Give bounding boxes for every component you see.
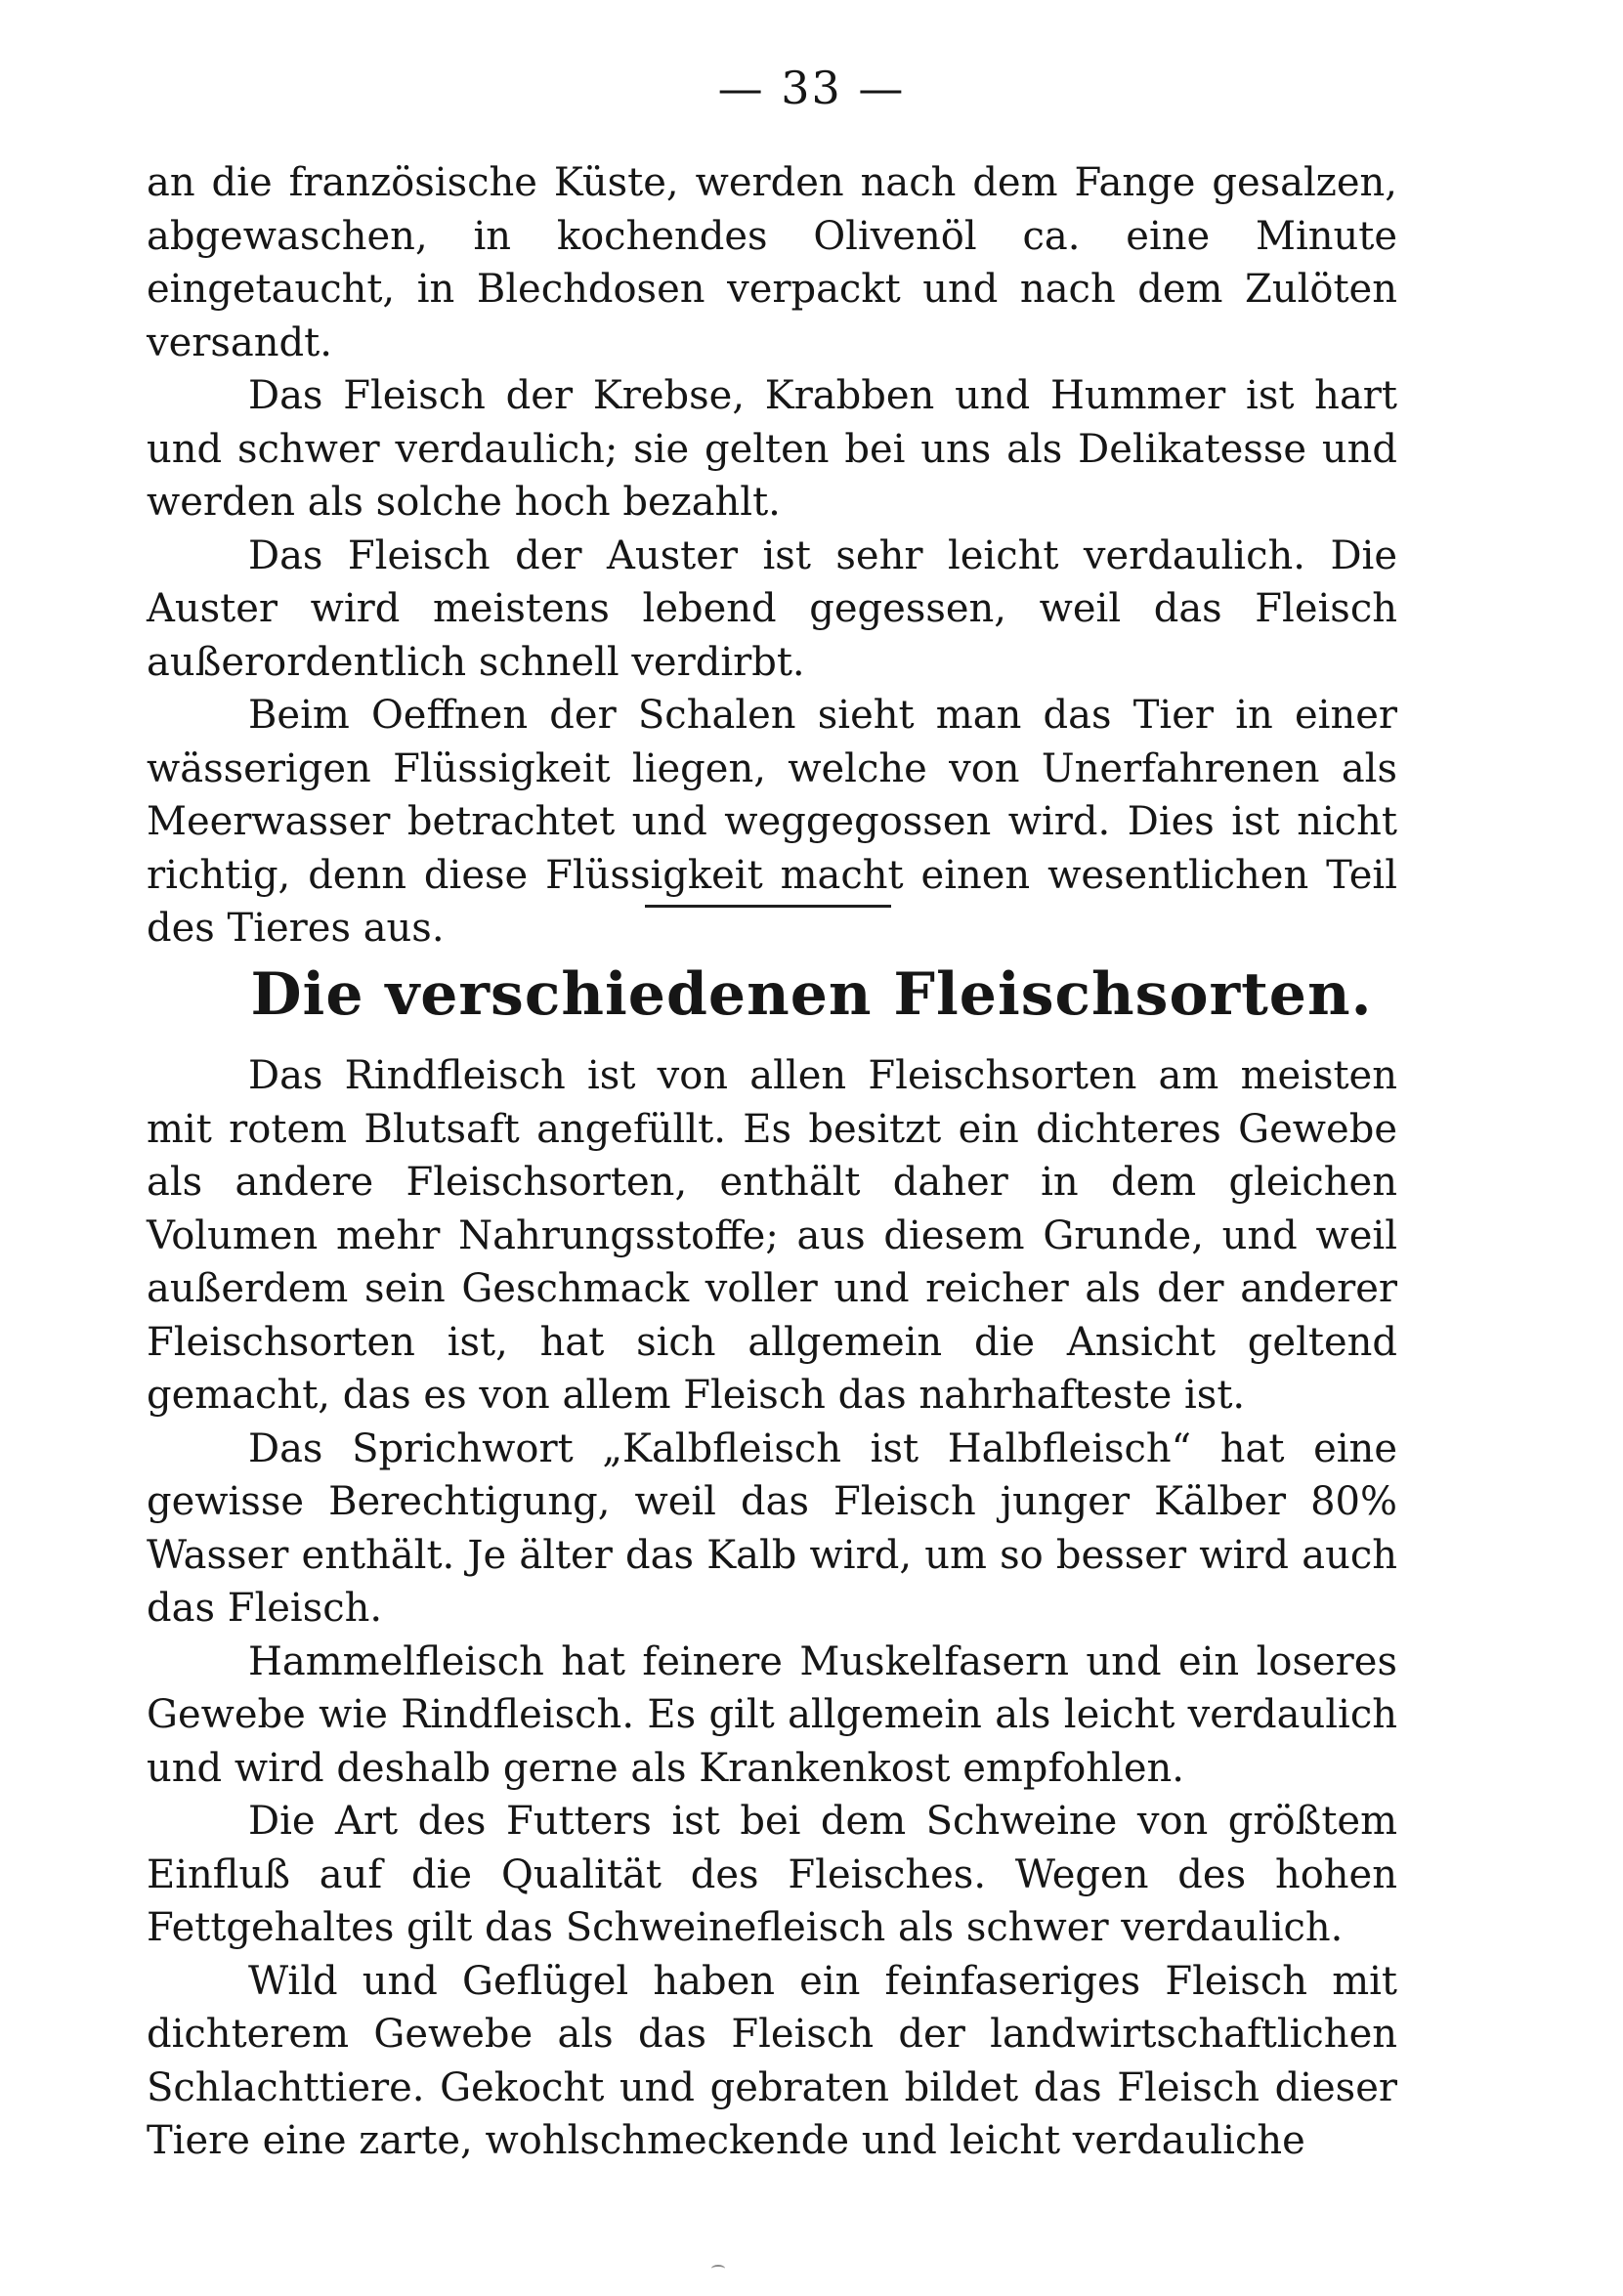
paragraph-krebse: Das Fleisch der Krebse, Krabben und Hummer ist hart und schwer verdaulich; sie gelten bei uns als Delikatesse und werden als solche hoch bezahlt. [147,373,1397,525]
print-mark [711,2265,725,2273]
paragraph-hammelfleisch: Hammelfleisch hat feinere Muskelfasern und ein loseres Gewebe wie Rindfleisch. Es gilt allgemein als leicht verdaulich und wird deshalb gerne als Krankenkost empfohlen. [147,1638,1397,1791]
paragraph-schalen: Beim Oeffnen der Schalen sieht man das Tier in einer wässerigen Flüssigkeit liegen, welche von Unerfahrenen als Meerwasser betrachtet und weggegossen wird. Dies ist nicht richtig, denn diese Flüssigkeit macht einen wesentlichen Teil des Tieres aus. [147,693,1397,951]
paragraph-rindfleisch: Das Rindfleisch ist von allen Fleischsorten am meisten mit rotem Blutsaft angefüllt. Es besitzt ein dichteres Gewebe als andere Fleischsorten, enthält daher in dem gleichen Volumen mehr Nahrungsstoffe; aus diesem Grunde, und weil außerdem sein Geschmack voller und reicher als der anderer Fleischsorten ist, hat sich allgemein die Ansicht geltend gemacht, das es von allem Fleisch das nahrhafteste ist. [147,1053,1397,1418]
paragraph-kalbfleisch: Das Sprichwort „Kalbfleisch ist Halbfleisch“ hat eine gewisse Berechtigung, weil das Fleisch junger Kälber 80% Wasser enthält. Je älter das Kalb wird, um so besser wird auch das Fleisch. [147,1425,1397,1631]
section-heading: Die verschiedenen Fleischsorten. [250,960,1373,1029]
paragraph-schweinefleisch: Die Art des Futters ist bei dem Schweine von größtem Einfluß auf die Qualität des Fleisches. Wegen des hohen Fettgehaltes gilt das Schweinefleisch als schwer verdaulich. [147,1799,1397,1950]
page-number: — 33 — [717,62,906,114]
section-divider [645,905,891,908]
paragraph-auster: Das Fleisch der Auster ist sehr leicht verdaulich. Die Auster wird meistens lebend gegessen, weil das Fleisch außerordentlich schnell verdirbt. [147,532,1397,685]
paragraph-continuation: an die französische Küste, werden nach dem Fange gesalzen, abgewaschen, in kochendes Olivenöl ca. eine Minute eingetaucht, in Blechdosen verpackt und nach dem Zulöten versandt. [147,160,1397,365]
top-text-block [147,156,1397,956]
paragraph-wild-gefluegel: Wild und Geflügel haben ein feinfaseriges Fleisch mit dichterem Gewebe als das Fleisch der landwirtschaftlichen Schlachttiere. Gekocht und gebraten bildet das Fleisch dieser Tiere eine zarte, wohlschmeckende und leicht verdauliche [147,1958,1397,2163]
section-text-block [147,1049,1397,2168]
